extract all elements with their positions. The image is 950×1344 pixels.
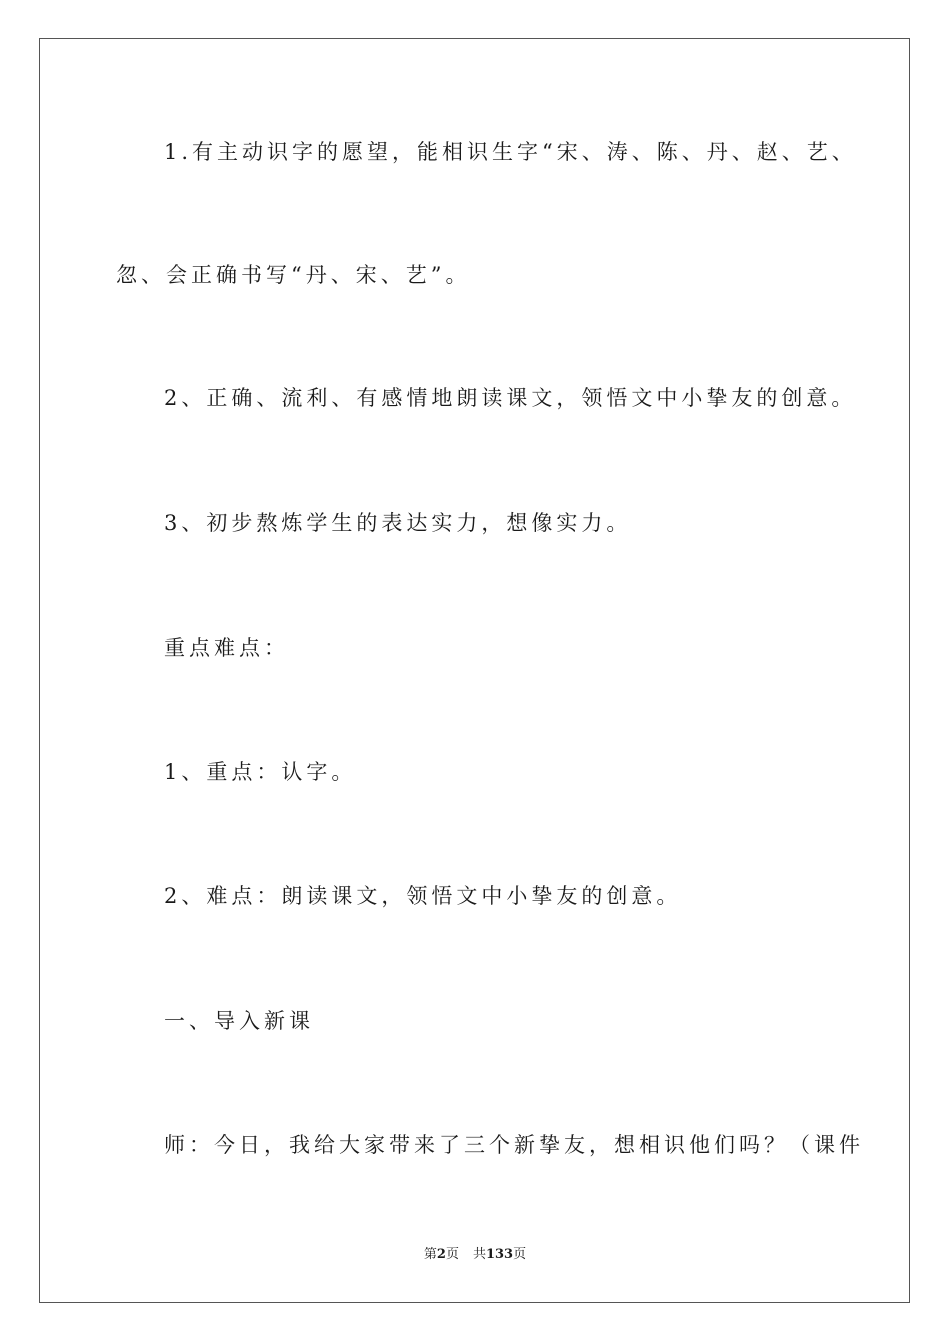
section-heading-intro: 一、导入新课 [164, 1009, 314, 1033]
objective-2: 2、正确、流利、有感情地朗读课文，领悟文中小挚友的创意。 [164, 386, 857, 410]
objective-3: 3、初步熬炼学生的表达实力，想像实力。 [164, 511, 632, 535]
footer-page-number: 2 [436, 1247, 446, 1262]
objective-1-line-2: 忽、会正确书写“丹、宋、艺”。 [116, 263, 471, 287]
key-point-1: 1、重点：认字。 [164, 760, 357, 784]
page-border [39, 38, 910, 1303]
page-footer [0, 1246, 950, 1264]
footer-page-suffix: 页 [445, 1247, 459, 1262]
footer-total-suffix: 页 [513, 1247, 527, 1262]
footer-page-prefix: 第 [423, 1247, 437, 1262]
key-points-heading: 重点难点： [164, 636, 289, 660]
key-point-2: 2、难点：朗读课文，领悟文中小挚友的创意。 [164, 884, 682, 908]
footer-total-prefix: 共 [472, 1247, 486, 1262]
teacher-line: 师：今日，我给大家带来了三个新挚友，想相识他们吗？（课件 [164, 1133, 864, 1157]
footer-total-number: 133 [485, 1247, 514, 1262]
objective-1-line-1: 1.有主动识字的愿望，能相识生字“宋、涛、陈、丹、赵、艺、 [164, 140, 857, 164]
